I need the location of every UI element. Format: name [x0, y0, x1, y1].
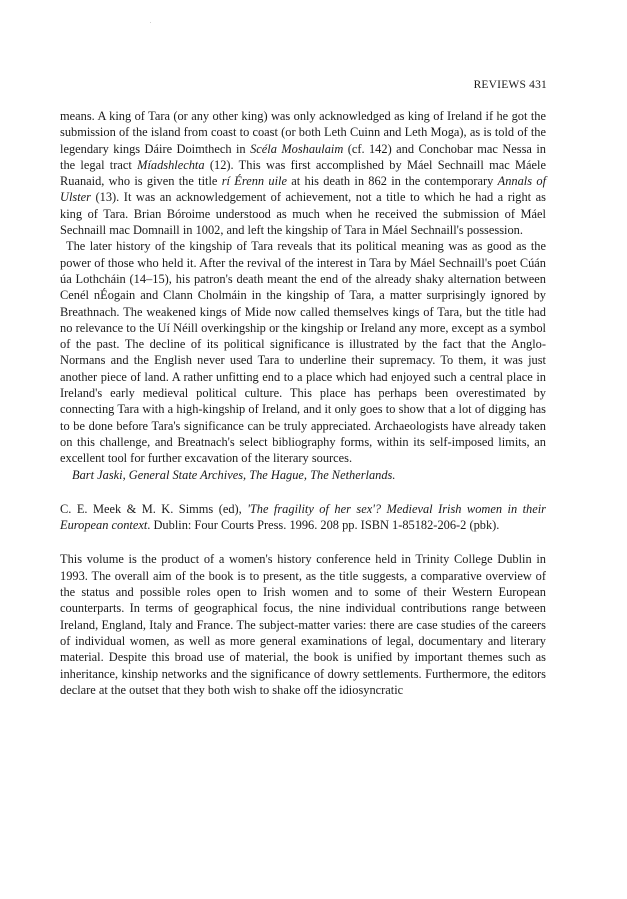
reviewer-signature: Bart Jaski, General State Archives, The Hague, The Netherlands.	[72, 467, 396, 482]
review-publication-info: . Dublin: Four Courts Press. 1996. 208 pp. ISBN 1-85182-206-2 (pbk).	[147, 518, 500, 533]
body-text	[60, 108, 546, 698]
title-annals-of-ulster: Annals of Ulster	[60, 174, 547, 205]
review-citation	[60, 501, 546, 534]
paragraph-1	[60, 108, 546, 238]
paragraph-1-text: (13). It was an acknowledgement of achievement, not a title to which he had a right as king of Tara. Brian Bóroime understood as much when he received the submission of Máel Sechnaill mac Domnaill in 1002, and left the kingship of Tara in Máel Sechnaill's possession.	[60, 190, 546, 238]
paragraph-1-text: means. A king of Tara (or any other king) was only acknowledged as king of Ireland if he got the submission of the island from coast to coast (or both Leth Cuinn and Leth Moga), as is told of the legendary kings Dáire Doimthech in	[60, 109, 546, 156]
paragraph-1-text: (cf. 142) and Conchobar mac Nessa in the legal tract	[60, 141, 546, 172]
running-head: REVIEWS 431	[473, 79, 547, 91]
title-scela-moshaulaim: Scéla Moshaulaim	[250, 141, 344, 156]
paragraph-2: The later history of the kingship of Tara reveals that its political meaning was as good as the power of those who held it. After the revival of the interest in Tara by Máel Sechnaill's poet Cúán úa Lothcháin (14–15), his patron's death meant the end of the already shaky alternation between Cenél nÉogain and Clann Cholmáin in the kingship of Tara, a matter surprisingly ignored by Breathnach. The weakened kings of Mide now called themselves kings of Tara, but the title had no relevance to the Uí Néill overkingship or the kingship or Ireland any more, except as a symbol of the past. The decline of its political significance is illustrated by the fact that the Anglo-Normans and the English never used Tara to underline their supremacy. To them, it was just another piece of land. A rather unfitting end to a place which had enjoyed such a central place in Ireland's early medieval political culture. This place has perhaps been overestimated by connecting Tara with a high-kingship of Ireland, and it only goes to show that a lot of digging has to be done before Tara's significance can be truly appreciated. Archaeologists have already taken on this challenge, and Breatnach's select bibliography forms, within its self-imposed limits, an excellent tool for further excavation of the literary sources.	[60, 239, 546, 466]
title-miadshlechta: Míadshlechta	[137, 157, 205, 172]
review-book-title: 'The fragility of her sex'? Medieval Irish women in their European context	[60, 501, 547, 533]
title-ri-erenn-uile: rí Érenn uile	[221, 174, 287, 189]
scan-speck	[150, 22, 151, 23]
paragraph-1-text: at his death in 862 in the contemporary	[286, 174, 498, 189]
review-authors: C. E. Meek & M. K. Simms (ed),	[60, 501, 248, 516]
paragraph-1-text: (12). This was first accomplished by Máel Sechnaill mac Máele Ruanaid, who is given the title	[60, 157, 546, 189]
review-body-paragraph: This volume is the product of a women's history conference held in Trinity College Dublin in 1993. The overall aim of the book is to present, as the title suggests, a comparative overview of the status and possible roles open to Irish women and to some of their Western European counterparts. In terms of geographical focus, the nine individual contributions range between Ireland, England, Italy and France. The subject-matter varies: there are case studies of the careers of individual women, as well as more general examinations of legal, documentary and literary material. Despite this broad use of material, the book is unified by important themes such as inheritance, kinship networks and the significance of dowry settlements. Furthermore, the editors declare at the outset that they both wish to shake off the idiosyncratic	[60, 552, 546, 697]
